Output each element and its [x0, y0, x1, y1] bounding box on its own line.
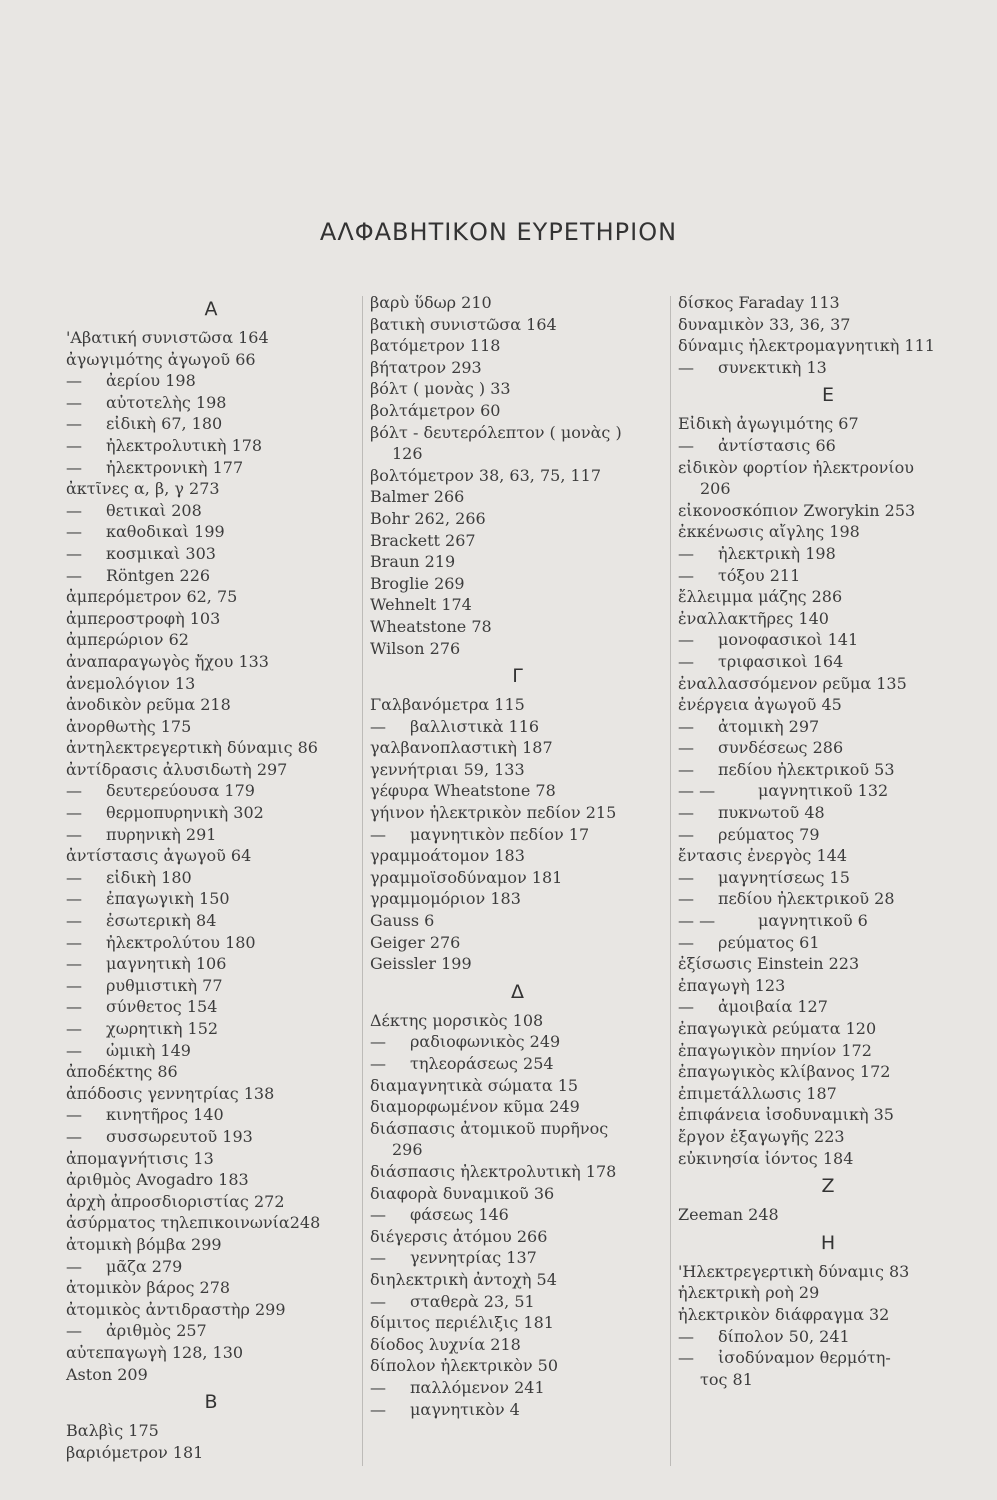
index-entry: ἀμπεροστροφὴ 103: [66, 608, 221, 628]
repeat-dash: —: [66, 954, 82, 974]
index-entry: Geiger 276: [370, 932, 461, 952]
repeat-dash: —: [66, 1126, 82, 1146]
repeat-dash: —: [370, 1054, 386, 1073]
index-subentry: [66, 1018, 356, 1040]
index-subentry-text: ἠλεκτρολυτικὴ 178: [106, 435, 263, 455]
index-subentry-text: ἐσωτερικὴ 84: [106, 911, 217, 931]
index-subentry-text: ἀερίου 198: [106, 371, 196, 391]
index-subentry: [370, 716, 665, 738]
index-entry: Bohr 262, 266: [370, 508, 486, 528]
index-entry: δίμιτος περιέλιξις 181: [370, 1313, 554, 1333]
repeat-dash: —: [66, 867, 82, 887]
index-entry: ἀνορθωτὴς 175: [66, 716, 192, 736]
index-entry: δίσκος Faraday 113: [678, 293, 840, 312]
index-entry: δίοδος λυχνία 218: [370, 1334, 521, 1354]
repeat-dash: —: [678, 543, 694, 563]
repeat-dash: —: [66, 1105, 82, 1125]
index-subentry-text: φάσεως 146: [410, 1205, 509, 1225]
index-subentry: [370, 1291, 665, 1313]
repeat-dash: —: [370, 1032, 386, 1052]
index-entry: Zeeman 248: [678, 1205, 779, 1225]
index-subentry: [66, 996, 356, 1018]
repeat-dash: —: [678, 803, 694, 823]
index-subentry: [370, 1031, 665, 1053]
repeat-dash: —: [66, 1321, 82, 1341]
index-entry: γραμμοϊσοδύναμον 181: [370, 867, 563, 887]
repeat-dash: —: [66, 565, 82, 585]
repeat-dash: —: [66, 457, 82, 477]
index-subentry: [370, 1204, 665, 1226]
index-subentry-text: μαγνητικὸν πεδίον 17: [410, 824, 590, 844]
index-subentry-text: θετικαὶ 208: [106, 500, 202, 520]
index-subentry-text: συνεκτικὴ 13: [718, 357, 827, 377]
index-entry: βόλτ - δευτερόλεπτον ( μονὰς ): [370, 422, 622, 442]
index-subentry: [370, 1247, 665, 1269]
index-entry: δύναμις ἠλεκτρομαγνητικὴ 111: [678, 336, 935, 356]
index-entry: Brackett 267: [370, 530, 476, 550]
index-entry: ἐπαγωγικὸς κλίβανος 172: [678, 1062, 891, 1082]
index-subentry-text: γεννητρίας 137: [410, 1248, 537, 1268]
index-subentry-text: ἐπαγωγικὴ 150: [106, 889, 230, 909]
index-subentry: [66, 910, 356, 932]
index-subentry: [678, 780, 978, 802]
index-subentry-text: ρεύματος 79: [718, 824, 820, 844]
index-entry: Broglie 269: [370, 573, 465, 593]
index-entry: βαριόμετρον 181: [66, 1442, 204, 1462]
index-subentry: [370, 1399, 665, 1421]
index-entry: ἐπαγωγικὸν πηνίον 172: [678, 1040, 872, 1060]
index-subentry: [678, 996, 978, 1018]
repeat-dash: —: [370, 1291, 386, 1311]
index-subentry-text: μονοφασικοὶ 141: [718, 630, 859, 650]
index-subentry-text: συσσωρευτοῦ 193: [106, 1126, 253, 1146]
index-subentry-text: δίπολον 50, 241: [718, 1326, 850, 1346]
index-subentry: [66, 953, 356, 975]
index-subentry-text: θερμοπυρηνικὴ 302: [106, 803, 264, 823]
index-subentry: [678, 910, 978, 932]
index-subentry-text: εἰδικὴ 67, 180: [106, 414, 223, 434]
repeat-dash: —: [66, 500, 82, 520]
index-entry: Gauss 6: [370, 911, 435, 931]
index-entry: ἀτομικὴ βόμβα 299: [66, 1234, 222, 1254]
repeat-dash: —: [66, 392, 82, 412]
index-entry: Wehnelt 174: [370, 595, 472, 615]
index-subentry: [678, 932, 978, 954]
index-entry: ἀσύρματος τηλεπικοινωνία248: [66, 1213, 321, 1233]
index-entry-continuation: 206: [700, 479, 731, 499]
index-subentry: [678, 716, 978, 738]
repeat-dash: —: [66, 1040, 82, 1060]
index-subentry-text: μᾶζα 279: [106, 1256, 183, 1276]
column-divider: [362, 296, 363, 1466]
repeat-dash: — —: [678, 781, 716, 801]
index-subentry: [66, 543, 356, 565]
repeat-dash: —: [66, 975, 82, 995]
index-subentry-text: πυρηνικὴ 291: [106, 824, 217, 844]
index-entry: βήτατρον 293: [370, 357, 482, 377]
index-entry: εἰκονοσκόπιον Zworykin 253: [678, 500, 916, 520]
index-subentry-text: δευτερεύουσα 179: [106, 781, 255, 801]
index-subentry: [678, 867, 978, 889]
page-title: ΑΛΦΑΒΗΤΙΚΟΝ ΕΥΡΕΤΗΡΙΟΝ: [319, 218, 678, 246]
index-subentry-text: ραδιοφωνικὸς 249: [410, 1032, 561, 1052]
index-entry: βολτάμετρον 60: [370, 400, 501, 420]
index-entry: ἐναλλακτῆρες 140: [678, 608, 829, 628]
section-letter: Η: [820, 1231, 836, 1254]
index-entry: ἐπαγωγὴ 123: [678, 975, 786, 995]
index-entry: ἀγωγιμότης ἀγωγοῦ 66: [66, 349, 256, 369]
repeat-dash: —: [370, 1399, 386, 1419]
index-subentry: [66, 802, 356, 824]
index-entry: διάσπασις ἠλεκτρολυτικὴ 178: [370, 1161, 617, 1181]
index-entry: Βαλβὶς 175: [66, 1421, 159, 1441]
index-entry: Εἰδικὴ ἀγωγιμότης 67: [678, 414, 859, 434]
index-entry-continuation: 296: [392, 1140, 423, 1160]
section-letter: Δ: [511, 980, 524, 1003]
index-entry: βατικὴ συνιστῶσα 164: [370, 314, 557, 334]
index-subentry-text: Röntgen 226: [106, 565, 211, 585]
index-entry: ἀτομικὸν βάρος 278: [66, 1278, 231, 1298]
repeat-dash: —: [66, 824, 82, 844]
index-entry: ἀπομαγνήτισις 13: [66, 1148, 214, 1168]
index-entry: Wheatstone 78: [370, 616, 492, 636]
repeat-dash: —: [678, 997, 694, 1017]
index-subentry-text: μαγνητικὴ 106: [106, 954, 227, 974]
repeat-dash: —: [678, 1348, 694, 1368]
repeat-dash: — —: [678, 911, 716, 931]
index-subentry: [678, 543, 978, 565]
index-subentry-text: χωρητικὴ 152: [106, 1019, 219, 1038]
index-entry: αὐτεπαγωγὴ 128, 130: [66, 1342, 244, 1362]
index-subentry-text: ἠλεκτρικὴ 198: [718, 543, 836, 563]
index-subentry-text: μαγνητικοῦ 132: [758, 781, 889, 801]
repeat-dash: —: [66, 371, 82, 391]
index-entry: ἀντίδρασις ἀλυσιδωτὴ 297: [66, 759, 288, 779]
index-subentry: [678, 357, 978, 379]
index-entry: ἐναλλασσόμενον ρεῦμα 135: [678, 673, 907, 693]
index-subentry-text: ἰσοδύναμον θερμότη-: [718, 1348, 891, 1368]
repeat-dash: —: [370, 716, 386, 736]
index-subentry: [66, 824, 356, 846]
index-entry: ἐπιμετάλλωσις 187: [678, 1083, 837, 1103]
repeat-dash: —: [678, 759, 694, 779]
index-entry: εὐκινησία ἰόντος 184: [678, 1148, 854, 1168]
index-subentry-text: πεδίου ἠλεκτρικοῦ 28: [718, 889, 895, 909]
repeat-dash: —: [678, 435, 694, 455]
index-subentry: [678, 435, 978, 457]
index-subentry-text: μαγνητικοῦ 6: [758, 911, 868, 931]
section-letter: Β: [204, 1391, 218, 1414]
repeat-dash: —: [678, 867, 694, 887]
index-subentry: [66, 1104, 356, 1126]
index-subentry-text: βαλλιστικὰ 116: [410, 716, 540, 736]
index-entry: διαμαγνητικὰ σώματα 15: [370, 1075, 579, 1095]
index-entry: ἀποδέκτης 86: [66, 1062, 178, 1082]
index-subentry: [66, 975, 356, 997]
index-entry: ἐνέργεια ἀγωγοῦ 45: [678, 695, 842, 715]
index-entry: Wilson 276: [370, 638, 461, 658]
index-subentry: [66, 500, 356, 522]
index-entry: διαφορὰ δυναμικοῦ 36: [370, 1183, 555, 1203]
index-entry: γήινον ἠλεκτρικὸν πεδίον 215: [370, 803, 617, 823]
index-subentry: [370, 1053, 665, 1075]
index-subentry-text: μαγνητίσεως 15: [718, 867, 850, 887]
index-entry: ἀριθμὸς Avogadro 183: [66, 1170, 249, 1190]
index-entry: διάσπασις ἀτομικοῦ πυρῆνος: [370, 1118, 609, 1138]
index-entry: ἐξίσωσις Einstein 223: [678, 954, 860, 974]
index-subentry-text: συνδέσεως 286: [718, 738, 844, 758]
index-subentry: [66, 1040, 356, 1062]
repeat-dash: —: [66, 803, 82, 823]
repeat-dash: —: [66, 889, 82, 909]
index-entry: εἰδικὸν φορτίον ἠλεκτρονίου: [678, 457, 914, 477]
repeat-dash: —: [66, 997, 82, 1017]
repeat-dash: —: [66, 911, 82, 931]
index-subentry: [66, 867, 356, 889]
repeat-dash: —: [678, 357, 694, 377]
index-subentry-text: πυκνωτοῦ 48: [718, 803, 825, 823]
repeat-dash: —: [370, 1248, 386, 1268]
index-subentry: [66, 392, 356, 414]
index-subentry-text: ὠμικὴ 149: [106, 1040, 191, 1060]
index-entry: διηλεκτρικὴ ἀντοχὴ 54: [370, 1269, 557, 1289]
index-subentry: [66, 1256, 356, 1278]
index-subentry: [66, 370, 356, 392]
index-entry: ἐπαγωγικὰ ρεύματα 120: [678, 1019, 877, 1038]
index-entry: γαλβανοπλαστικὴ 187: [370, 738, 553, 758]
repeat-dash: —: [678, 565, 694, 585]
repeat-dash: —: [678, 738, 694, 758]
index-entry: ἐκκένωσις αἴγλης 198: [678, 522, 860, 542]
index-entry: βολτόμετρον 38, 63, 75, 117: [370, 465, 602, 485]
section-letter: Α: [204, 298, 218, 320]
index-subentry: [66, 521, 356, 543]
index-subentry: [678, 888, 978, 910]
index-subentry: [66, 457, 356, 479]
repeat-dash: —: [678, 889, 694, 909]
repeat-dash: —: [678, 630, 694, 650]
index-subentry: [678, 651, 978, 673]
index-entry: ἀτομικὸς ἀντιδραστὴρ 299: [66, 1299, 286, 1319]
index-entry: Aston 209: [66, 1364, 148, 1384]
repeat-dash: —: [678, 824, 694, 844]
index-subentry: [678, 802, 978, 824]
index-subentry: [66, 565, 356, 587]
section-letter: Γ: [512, 665, 523, 688]
index-subentry-text: καθοδικαὶ 199: [106, 522, 225, 542]
index-entry: βόλτ ( μονὰς ) 33: [370, 379, 511, 399]
index-subentry: [66, 413, 356, 435]
index-subentry-text: σταθερὰ 23, 51: [410, 1291, 535, 1311]
repeat-dash: —: [678, 716, 694, 736]
index-entry-continuation: 126: [392, 444, 423, 464]
repeat-dash: —: [66, 1256, 82, 1276]
index-subentry: [66, 932, 356, 954]
index-subentry-text: τόξου 211: [718, 565, 801, 585]
index-subentry-text: τηλεοράσεως 254: [410, 1054, 554, 1073]
index-subentry: [678, 824, 978, 846]
index-entry: Γαλβανόμετρα 115: [370, 695, 525, 715]
index-subentry-text: εἰδικὴ 180: [106, 867, 192, 887]
index-subentry: [66, 780, 356, 802]
index-subentry: [678, 1326, 978, 1348]
index-column-3: [678, 292, 978, 1390]
section-letter: Ε: [821, 384, 834, 407]
index-entry: δίπολον ἠλεκτρικὸν 50: [370, 1356, 558, 1376]
index-entry: Braun 219: [370, 552, 456, 572]
index-column-1: [66, 292, 356, 1463]
index-entry: βατόμετρον 118: [370, 336, 501, 356]
index-subentry-text: μαγνητικὸν 4: [410, 1399, 520, 1419]
repeat-dash: —: [370, 1205, 386, 1225]
index-subentry-text: τριφασικοὶ 164: [718, 651, 844, 671]
index-subentry: [678, 565, 978, 587]
repeat-dash: —: [66, 543, 82, 563]
index-subentry: [370, 1377, 665, 1399]
index-entry: διέγερσις ἀτόμου 266: [370, 1226, 548, 1246]
index-entry: ἀνοδικὸν ρεῦμα 218: [66, 695, 231, 715]
index-subentry-text: κοσμικαὶ 303: [106, 543, 216, 563]
index-subentry-text: αὐτοτελὴς 198: [106, 392, 227, 412]
index-entry: Geissler 199: [370, 954, 472, 974]
index-entry: βαρὺ ὕδωρ 210: [370, 293, 492, 312]
index-subentry-text: ἠλεκτρονικὴ 177: [106, 457, 244, 477]
repeat-dash: —: [66, 522, 82, 542]
index-entry: ἔργον ἐξαγωγῆς 223: [678, 1126, 845, 1146]
index-subentry-text: ἀριθμὸς 257: [106, 1321, 207, 1341]
index-subentry-text: παλλόμενον 241: [410, 1377, 545, 1397]
repeat-dash: —: [66, 932, 82, 952]
index-subentry: [678, 1347, 978, 1369]
index-entry: ἔντασις ἐνεργὸς 144: [678, 846, 847, 866]
index-entry: ἀρχὴ ἀπροσδιοριστίας 272: [66, 1191, 285, 1211]
index-entry: διαμορφωμένον κῦμα 249: [370, 1097, 580, 1117]
index-entry: Balmer 266: [370, 487, 465, 507]
repeat-dash: —: [370, 824, 386, 844]
index-entry: ἀναπαραγωγὸς ἤχου 133: [66, 651, 269, 671]
index-subentry: [678, 737, 978, 759]
index-entry: γεννήτριαι 59, 133: [370, 759, 525, 779]
index-entry: ἀνεμολόγιον 13: [66, 673, 196, 693]
index-subentry: [66, 435, 356, 457]
index-entry: ἀντηλεκτρεγερτικὴ δύναμις 86: [66, 738, 318, 758]
index-subentry-text: σύνθετος 154: [106, 997, 218, 1017]
index-subentry-text: ἠλεκτρολύτου 180: [106, 932, 256, 952]
column-divider: [670, 296, 671, 1466]
index-entry: ἔλλειμμα μάζης 286: [678, 587, 843, 607]
index-entry: ἠλεκτρικὴ ροὴ 29: [678, 1283, 820, 1303]
index-column-2: [370, 292, 665, 1420]
index-entry: Δέκτης μορσικὸς 108: [370, 1010, 544, 1030]
index-entry: ἐπιφάνεια ἰσοδυναμικὴ 35: [678, 1105, 894, 1125]
index-subentry-text: ἀτομικὴ 297: [718, 716, 820, 736]
index-entry: 'Ηλεκτρεγερτικὴ δύναμις 83: [678, 1261, 910, 1281]
index-subentry: [66, 888, 356, 910]
index-entry: γέφυρα Wheatstone 78: [370, 781, 556, 801]
index-entry: ἀμπερόμετρον 62, 75: [66, 587, 238, 607]
index-subentry: [370, 824, 665, 846]
index-subentry: [66, 1126, 356, 1148]
repeat-dash: —: [678, 932, 694, 952]
index-subentry-text: ἀντίστασις 66: [718, 435, 836, 455]
index-entry: ἀπόδοσις γεννητρίας 138: [66, 1083, 275, 1103]
index-entry: γραμμομόριον 183: [370, 889, 521, 909]
index-subentry-text: ἀμοιβαία 127: [718, 997, 828, 1017]
index-subentry: [678, 629, 978, 651]
section-letter: Ζ: [821, 1175, 835, 1198]
index-subentry-text: κινητῆρος 140: [106, 1105, 224, 1125]
repeat-dash: —: [66, 414, 82, 434]
repeat-dash: —: [66, 781, 82, 801]
repeat-dash: —: [678, 1326, 694, 1346]
index-entry: ἀντίστασις ἀγωγοῦ 64: [66, 846, 252, 866]
index-subentry-text: ρεύματος 61: [718, 932, 820, 952]
repeat-dash: —: [66, 435, 82, 455]
index-entry: γραμμοάτομον 183: [370, 846, 525, 866]
index-subentry-text: ρυθμιστικὴ 77: [106, 975, 223, 995]
repeat-dash: —: [370, 1377, 386, 1397]
index-entry: ἠλεκτρικὸν διάφραγμα 32: [678, 1304, 890, 1324]
index-entry: 'Αβατική συνιστῶσα 164: [66, 328, 269, 347]
index-entry: ἀμπερώριον 62: [66, 630, 189, 650]
repeat-dash: —: [678, 651, 694, 671]
index-subentry: [66, 1320, 356, 1342]
index-entry-continuation: τος 81: [700, 1369, 753, 1389]
index-subentry-text: πεδίου ἠλεκτρικοῦ 53: [718, 759, 895, 779]
index-entry: δυναμικὸν 33, 36, 37: [678, 314, 851, 334]
index-subentry: [678, 759, 978, 781]
index-entry: ἀκτῖνες α, β, γ 273: [66, 479, 220, 499]
repeat-dash: —: [66, 1019, 82, 1038]
